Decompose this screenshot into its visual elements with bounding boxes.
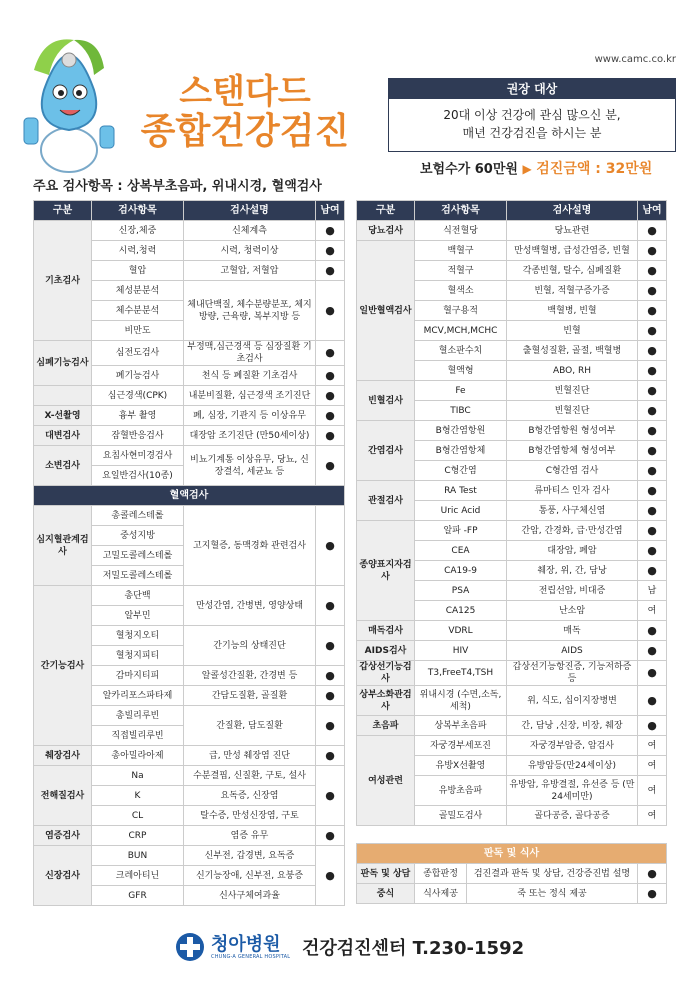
- gender-mark: ●: [638, 381, 667, 401]
- desc-cell: 탈수증, 만성신장염, 구토: [184, 806, 316, 826]
- desc-cell: 대장암, 폐암: [507, 541, 638, 561]
- desc-cell: 간질환, 담도질환: [184, 706, 316, 746]
- checkup-price: 검진금액 : 32만원: [536, 161, 653, 177]
- item-cell: 중성지방: [92, 526, 184, 546]
- gender-mark: ●: [638, 301, 667, 321]
- recommend-text: [389, 99, 675, 142]
- desc-cell: 난소암: [507, 601, 638, 621]
- item-cell: HIV: [415, 641, 507, 661]
- gender-mark: ●: [638, 884, 667, 904]
- gender-mark: ●: [638, 261, 667, 281]
- desc-cell: 부정맥,심근경색 등 심장질환 기초검사: [184, 341, 316, 366]
- gender-mark: ●: [316, 846, 345, 906]
- category-cell: 관절검사: [357, 481, 415, 521]
- col-header-category: 구분: [357, 201, 415, 221]
- item-cell: 심근경색(CPK): [92, 386, 184, 406]
- item-cell: 알파 -FP: [415, 521, 507, 541]
- consult-table: [356, 843, 667, 904]
- item-cell: MCV,MCH,MCHC: [415, 321, 507, 341]
- desc-cell: 위, 식도, 십이지장병변: [507, 686, 638, 716]
- desc-cell: 갑상선기능항진증, 기능저하증등: [507, 661, 638, 686]
- recommend-title: 권장 대상: [389, 79, 675, 99]
- item-cell: B형간염항체: [415, 441, 507, 461]
- desc-cell: B형간염항체 형성여부: [507, 441, 638, 461]
- item-cell: 직접빌리루빈: [92, 726, 184, 746]
- gender-mark: 남: [638, 581, 667, 601]
- gender-mark: ●: [316, 406, 345, 426]
- item-cell: 심전도검사: [92, 341, 184, 366]
- item-cell: 고밀도콜레스테롤: [92, 546, 184, 566]
- item-cell: 저밀도콜레스테롤: [92, 566, 184, 586]
- desc-cell: 자궁경부암증, 암검사: [507, 736, 638, 756]
- category-cell: 염증검사: [34, 826, 92, 846]
- gender-mark: ●: [638, 221, 667, 241]
- gender-mark: ●: [638, 361, 667, 381]
- gender-mark: ●: [638, 561, 667, 581]
- item-cell: 혈소판수치: [415, 341, 507, 361]
- gender-mark: ●: [638, 481, 667, 501]
- item-cell: K: [92, 786, 184, 806]
- category-cell: 빈혈검사: [357, 381, 415, 421]
- left-exam-table: [33, 200, 345, 906]
- gender-mark: ●: [316, 666, 345, 686]
- desc-cell: 체내단백질, 체수분량분포, 체지방량, 근육량, 복부지방 등: [184, 281, 316, 341]
- gender-mark: ●: [316, 426, 345, 446]
- gender-mark: ●: [316, 341, 345, 366]
- desc-cell: 유방암, 유방결절, 유선증 등 (만24세미만): [507, 776, 638, 806]
- desc-cell: 신사구체여과율: [184, 886, 316, 906]
- price-line: [420, 158, 652, 178]
- desc-cell: 고지혈증, 동맥경화 관련검사: [184, 506, 316, 586]
- recommend-line1: 20대 이상 건강에 관심 많으신 분,: [443, 108, 621, 122]
- category-cell: 초음파: [357, 716, 415, 736]
- gender-mark: ●: [316, 686, 345, 706]
- gender-mark: ●: [638, 401, 667, 421]
- item-cell: RA Test: [415, 481, 507, 501]
- item-cell: 혈색소: [415, 281, 507, 301]
- desc-cell: 전립선암, 비대증: [507, 581, 638, 601]
- category-cell: 심지혈관계검사: [34, 506, 92, 586]
- item-cell: CEA: [415, 541, 507, 561]
- item-cell: PSA: [415, 581, 507, 601]
- footer: [175, 926, 575, 972]
- gender-mark: ●: [638, 501, 667, 521]
- col-header-gender: 남여: [316, 201, 345, 221]
- gender-mark: ●: [638, 441, 667, 461]
- gender-mark: ●: [638, 321, 667, 341]
- desc-cell: 수분결핍, 신질환, 구토, 설사: [184, 766, 316, 786]
- gender-mark: ●: [638, 864, 667, 884]
- desc-cell: 간기능의 상태진단: [184, 626, 316, 666]
- item-cell: 총단백: [92, 586, 184, 606]
- item-cell: C형간염: [415, 461, 507, 481]
- desc-cell: 간, 담낭 ,신장, 비장, 췌장: [507, 716, 638, 736]
- item-cell: B형간염항원: [415, 421, 507, 441]
- gender-mark: 여: [638, 736, 667, 756]
- gender-mark: ●: [638, 716, 667, 736]
- item-cell: 감마지티피: [92, 666, 184, 686]
- item-cell: 잠혈반응검사: [92, 426, 184, 446]
- insurance-price: 보험수가 60만원: [420, 162, 518, 177]
- item-cell: Uric Acid: [415, 501, 507, 521]
- category-cell: 심폐기능검사: [34, 341, 92, 386]
- desc-cell: 급, 만성 췌장염 진단: [184, 746, 316, 766]
- program-title: [120, 72, 370, 152]
- desc-cell: 췌장, 위, 간, 담낭: [507, 561, 638, 581]
- desc-cell: 비뇨기계통 이상유무, 당뇨, 신장결석, 세균뇨 등: [184, 446, 316, 486]
- item-cell: CA125: [415, 601, 507, 621]
- category-cell: 신장검사: [34, 846, 92, 906]
- gender-mark: ●: [638, 661, 667, 686]
- item-cell: 체수분분석: [92, 301, 184, 321]
- gender-mark: ●: [316, 366, 345, 386]
- recommend-box: [388, 78, 676, 152]
- item-cell: 자궁경부세포진: [415, 736, 507, 756]
- item-cell: 폐기능검사: [92, 366, 184, 386]
- gender-mark: ●: [638, 621, 667, 641]
- gender-mark: 여: [638, 776, 667, 806]
- gender-mark: ●: [638, 421, 667, 441]
- category-cell: 매독검사: [357, 621, 415, 641]
- desc-cell: AIDS: [507, 641, 638, 661]
- gender-mark: ●: [638, 461, 667, 481]
- item-cell: 식전혈당: [415, 221, 507, 241]
- desc-cell: 요독증, 신장염: [184, 786, 316, 806]
- item-cell: 혈청지피티: [92, 646, 184, 666]
- item-cell: 알부민: [92, 606, 184, 626]
- desc-cell: 신기능장애, 신부전, 요붕증: [184, 866, 316, 886]
- desc-cell: 검진결과 판독 및 상담, 건강증진법 설명: [467, 864, 638, 884]
- category-cell: 간기능검사: [34, 586, 92, 746]
- desc-cell: 염증 유무: [184, 826, 316, 846]
- title-line2: 종합건강검진: [140, 111, 350, 152]
- gender-mark: ●: [316, 446, 345, 486]
- gender-mark: ●: [316, 281, 345, 341]
- item-cell: GFR: [92, 886, 184, 906]
- desc-cell: 빈혈진단: [507, 401, 638, 421]
- item-cell: 혈청지오티: [92, 626, 184, 646]
- item-cell: 골밀도검사: [415, 806, 507, 826]
- item-cell: BUN: [92, 846, 184, 866]
- item-cell: 혈압: [92, 261, 184, 281]
- desc-cell: 당뇨관련: [507, 221, 638, 241]
- desc-cell: 간암, 간경화, 급·만성간염: [507, 521, 638, 541]
- category-cell: 종양표지자검사: [357, 521, 415, 621]
- category-cell: 판독 및 상담: [357, 864, 415, 884]
- category-cell: 일반혈액검사: [357, 241, 415, 381]
- hospital-name-en: CHUNG-A GENERAL HOSPITAL: [211, 954, 291, 960]
- gender-mark: 여: [638, 601, 667, 621]
- category-cell: 여성관련: [357, 736, 415, 826]
- category-cell: 대변검사: [34, 426, 92, 446]
- category-cell: 당뇨검사: [357, 221, 415, 241]
- item-cell: 종합판정: [415, 864, 467, 884]
- desc-cell: 골다공증, 골다공증: [507, 806, 638, 826]
- desc-cell: ABO, RH: [507, 361, 638, 381]
- desc-cell: 대장암 조기진단 (만50세이상): [184, 426, 316, 446]
- right-exam-table: [356, 200, 667, 826]
- title-line1: 스탠다드: [179, 72, 311, 112]
- item-cell: 혈구용적: [415, 301, 507, 321]
- category-cell: 췌장검사: [34, 746, 92, 766]
- desc-cell: 백혈병, 빈혈: [507, 301, 638, 321]
- gender-mark: ●: [316, 706, 345, 746]
- col-header-desc: 검사설명: [507, 201, 638, 221]
- gender-mark: ●: [316, 586, 345, 626]
- col-header-desc: 검사설명: [184, 201, 316, 221]
- hospital-name: 청아병원: [211, 934, 281, 955]
- gender-mark: ●: [316, 826, 345, 846]
- desc-cell: B형간염항원 형성여부: [507, 421, 638, 441]
- desc-cell: 류마티스 인자 검사: [507, 481, 638, 501]
- gender-mark: ●: [316, 241, 345, 261]
- desc-cell: 알콜성간질환, 간경변 등: [184, 666, 316, 686]
- item-cell: 유방X선촬영: [415, 756, 507, 776]
- col-header-category: 구분: [34, 201, 92, 221]
- item-cell: 요침사현미경검사: [92, 446, 184, 466]
- category-cell: 전해질검사: [34, 766, 92, 826]
- desc-cell: 고혈압, 저혈압: [184, 261, 316, 281]
- desc-cell: 유방암등(만24세이상): [507, 756, 638, 776]
- gender-mark: ●: [316, 386, 345, 406]
- hospital-cross-logo-icon: [175, 932, 205, 962]
- desc-cell: 매독: [507, 621, 638, 641]
- gender-mark: ●: [316, 766, 345, 826]
- desc-cell: 빈혈진단: [507, 381, 638, 401]
- desc-cell: 죽 또는 정식 제공: [467, 884, 638, 904]
- desc-cell: 통풍, 사구체신염: [507, 501, 638, 521]
- blood-section-header: 혈액검사: [34, 486, 345, 506]
- desc-cell: 만성간염, 간병변, 영양상태: [184, 586, 316, 626]
- desc-cell: 빈혈: [507, 321, 638, 341]
- item-cell: 총콜레스테롤: [92, 506, 184, 526]
- item-cell: 상복부초음파: [415, 716, 507, 736]
- gender-mark: ●: [638, 521, 667, 541]
- item-cell: 흉부 촬영: [92, 406, 184, 426]
- item-cell: 크레아티닌: [92, 866, 184, 886]
- consult-section-header: 판독 및 식사: [357, 844, 667, 864]
- item-cell: CL: [92, 806, 184, 826]
- item-cell: 백혈구: [415, 241, 507, 261]
- item-cell: 총빌리루빈: [92, 706, 184, 726]
- gender-mark: 여: [638, 806, 667, 826]
- gender-mark: ●: [316, 626, 345, 666]
- item-cell: Fe: [415, 381, 507, 401]
- recommend-line2: 매년 건강검진을 하시는 분: [462, 126, 602, 140]
- desc-cell: 출혈성질환, 골절, 백혈병: [507, 341, 638, 361]
- category-cell: [34, 386, 92, 406]
- desc-cell: 신부전, 갑경변, 요독증: [184, 846, 316, 866]
- gender-mark: ●: [638, 641, 667, 661]
- category-cell: 소변검사: [34, 446, 92, 486]
- item-cell: Na: [92, 766, 184, 786]
- item-cell: 체성분분석: [92, 281, 184, 301]
- item-cell: 유방초음파: [415, 776, 507, 806]
- category-cell: 중식: [357, 884, 415, 904]
- gender-mark: ●: [638, 281, 667, 301]
- category-cell: 간염검사: [357, 421, 415, 481]
- item-cell: VDRL: [415, 621, 507, 641]
- col-header-item: 검사항목: [92, 201, 184, 221]
- desc-cell: C형간염 검사: [507, 461, 638, 481]
- category-cell: 기초검사: [34, 221, 92, 341]
- desc-cell: 빈혈, 적혈구증가증: [507, 281, 638, 301]
- desc-cell: 천식 등 폐질환 기초검사: [184, 366, 316, 386]
- item-cell: TIBC: [415, 401, 507, 421]
- item-cell: T3,FreeT4,TSH: [415, 661, 507, 686]
- desc-cell: 간담도질환, 골질환: [184, 686, 316, 706]
- gender-mark: ●: [638, 686, 667, 716]
- website-url[interactable]: www.camc.co.kr: [594, 54, 676, 65]
- desc-cell: 각종빈혈, 탈수, 심폐질환: [507, 261, 638, 281]
- category-cell: 상부소화관검사: [357, 686, 415, 716]
- gender-mark: ●: [638, 241, 667, 261]
- category-cell: X-선촬영: [34, 406, 92, 426]
- item-cell: 알카리포스파타제: [92, 686, 184, 706]
- desc-cell: 시력, 청력이상: [184, 241, 316, 261]
- desc-cell: 내분비질환, 심근경색 조기진단: [184, 386, 316, 406]
- col-header-gender: 남여: [638, 201, 667, 221]
- item-cell: 신장,체중: [92, 221, 184, 241]
- gender-mark: ●: [316, 746, 345, 766]
- desc-cell: 만성백혈병, 급성간염증, 빈혈: [507, 241, 638, 261]
- category-cell: AIDS검사: [357, 641, 415, 661]
- col-header-item: 검사항목: [415, 201, 507, 221]
- main-items-text: 주요 검사항목 : 상복부초음파, 위내시경, 혈액검사: [33, 179, 322, 194]
- item-cell: CRP: [92, 826, 184, 846]
- category-cell: 갑상선기능검사: [357, 661, 415, 686]
- item-cell: 비만도: [92, 321, 184, 341]
- gender-mark: ●: [638, 341, 667, 361]
- item-cell: 식사제공: [415, 884, 467, 904]
- item-cell: 위내시경 (수면,소독,세척): [415, 686, 507, 716]
- gender-mark: ●: [316, 506, 345, 586]
- item-cell: CA19-9: [415, 561, 507, 581]
- item-cell: 혈액형: [415, 361, 507, 381]
- gender-mark: 여: [638, 756, 667, 776]
- checkup-center-phone: 건강검진센터 T.230-1592: [302, 938, 525, 959]
- item-cell: 시력,청력: [92, 241, 184, 261]
- desc-cell: 폐, 심장, 기관지 등 이상유무: [184, 406, 316, 426]
- gender-mark: ●: [638, 541, 667, 561]
- desc-cell: 신체계측: [184, 221, 316, 241]
- arrow-icon: ▶: [522, 162, 532, 176]
- item-cell: 적혈구: [415, 261, 507, 281]
- mascot-doctor-illustration: [14, 30, 124, 180]
- item-cell: 총아밀라아제: [92, 746, 184, 766]
- gender-mark: ●: [316, 261, 345, 281]
- item-cell: 요일반검사(10종): [92, 466, 184, 486]
- gender-mark: ●: [316, 221, 345, 241]
